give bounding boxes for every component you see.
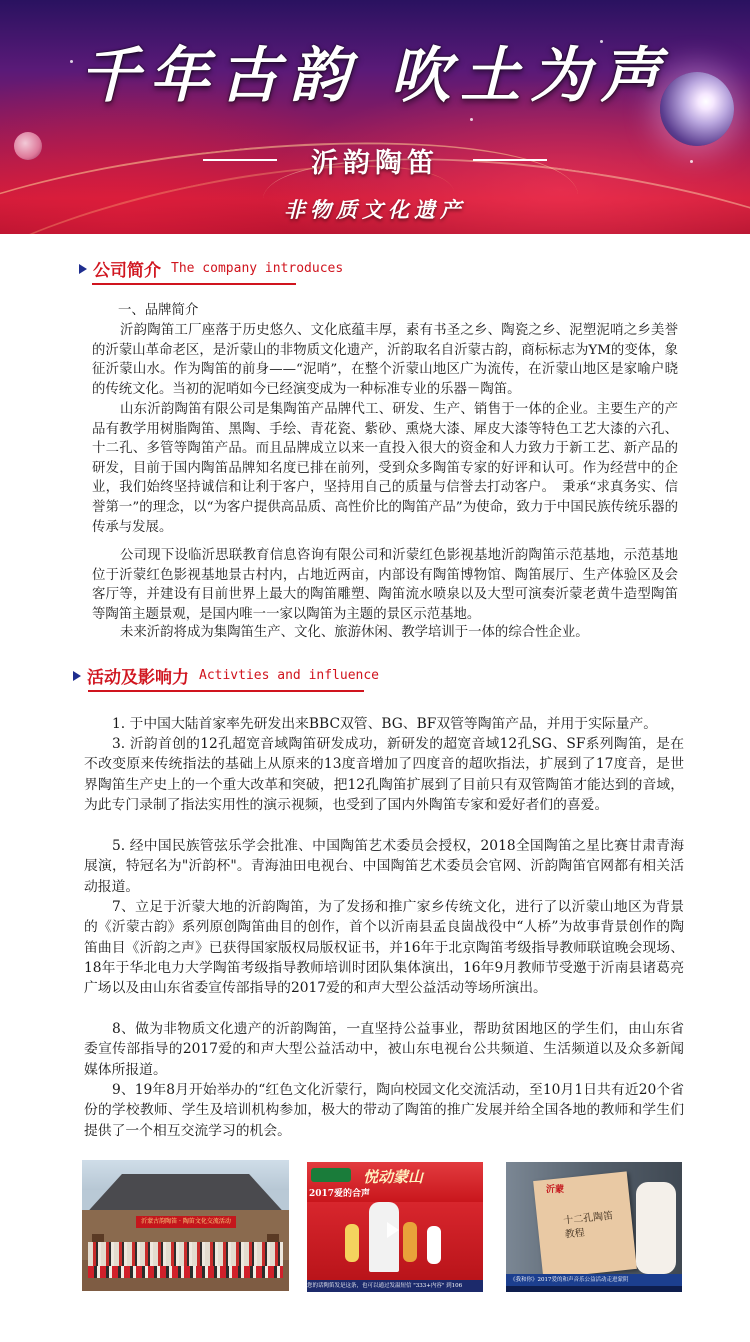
section-title-en: The company introduces bbox=[171, 261, 344, 276]
paragraph: 3. 沂韵首创的12孔超宽音域陶笛研发成功，新研发的超宽音域12孔SG、SF系列陶笛，是在不改变原来传统指法的基础上从原来的13度音增加了四度音的超吹指法，扩展到了17度音，是世界陶笛生产史上的一个重大改革和突破，把12孔陶笛扩展到了目前只有双管陶笛才能达到的音域，为此专门录制了指法实用性的演示视频，也受到了国内外陶笛专家和爱好者们的喜爱。 bbox=[84, 736, 684, 813]
section-title-cn: 公司简介 bbox=[93, 261, 161, 281]
backdrop-subtitle: 2017爱的合声 bbox=[309, 1189, 371, 1199]
triangle-bullet-icon bbox=[79, 264, 87, 274]
paragraph: 1. 于中国大陆首家率先研发出来BBC双管、BG、BF双管等陶笛产品，并用于实际量产。 bbox=[112, 716, 658, 732]
divider-line bbox=[473, 159, 547, 161]
photo-tv-broadcast bbox=[307, 1162, 483, 1292]
banner-tagline: 非物质文化遗产 bbox=[284, 197, 466, 222]
photo-tutorial-book bbox=[506, 1162, 682, 1292]
book-title: 十二孔陶笛 教程 bbox=[562, 1210, 614, 1241]
paragraph: 5. 经中国民族管弦乐学会批准、中国陶笛艺术委员会授权，2018全国陶笛之星比赛甘肃青海展演，特冠名为"沂韵杯"。青海油田电视台、中国陶笛艺术委员会官网、沂韵陶笛官网都有相关活动报道。 bbox=[84, 838, 684, 895]
star-icon bbox=[470, 118, 473, 121]
performers-group bbox=[88, 1242, 283, 1266]
book-logo: 沂蒙 bbox=[546, 1185, 565, 1195]
triangle-bullet-icon bbox=[73, 671, 81, 681]
paragraph: 公司现下设临沂思联教育信息咨询有限公司和沂蒙红色影视基地沂韵陶笛示范基地，示范基地位于沂蒙红色影视基地景古村内，占地近两亩，内部设有陶笛博物馆、陶笛展厅、生产体验区及会客厅等，并建设有目前世界上最大的陶笛雕塑、陶笛流水喷泉以及大型可演奏沂蒙老黄牛造型陶笛等陶笛主题景观，是国内唯一一家以陶笛为主题的景区示范基地。 bbox=[92, 548, 678, 622]
brand-heading: 一、品牌简介 bbox=[118, 303, 199, 318]
caption-bar bbox=[506, 1286, 682, 1292]
photo-stage-performance bbox=[82, 1160, 289, 1291]
tv-logo-icon bbox=[311, 1168, 351, 1182]
paragraph: 7、立足于沂蒙大地的沂韵陶笛，为了发扬和推广家乡传统文化，进行了以沂蒙山地区为背景的《沂蒙古韵》系列原创陶笛曲目的创作，首个以沂南县孟良崮战役中“人桥”为故事背景创作的陶笛曲目《沂韵之声》已获得国家版权局版权证书，并16年于北京陶笛考级指导教师联谊晚会现场、18年于华北电力大学陶笛考级指导教师培训时团队集体演出，16年9月教师节受邀于沂南县诸葛亮广场以及由山东省委宣传部指导的2017爱的和声大型公益活动等场所演出。 bbox=[84, 899, 684, 997]
section-underline bbox=[92, 283, 296, 285]
banner-subtitle-row bbox=[0, 140, 750, 180]
banner-subtitle: 沂韵陶笛 bbox=[311, 147, 439, 179]
paragraph: 山东沂韵陶笛有限公司是集陶笛产品牌代工、研发、生产、销售于一体的企业。主要生产的产品有教学用树脂陶笛、黑陶、手绘、青花瓷、紫砂、熏烧大漆、犀皮大漆等特色工艺大漆的六孔、十二孔、多管等陶笛产品。而且品牌成立以来一直投入很大的资金和人力致力于新工艺、新产品的研发，目前于国内陶笛品牌知名度已排在前列，受到众多陶笛专家的好评和认可。作为经营中的企业，我们始终坚持诚信和让利于客户，坚持用自己的质量与信誉去打动客户。 秉承“求真务实、信誉第一”的理念，以“为客户提供高品质、高性价比的陶笛产品”为使命，致力于中国民族传统乐器的传承与发展。 bbox=[92, 402, 678, 535]
section-header-activities bbox=[73, 663, 379, 688]
person-figure bbox=[636, 1182, 676, 1274]
banner-title: 千年古韵 吹土为声 bbox=[79, 41, 671, 111]
section-header-company bbox=[79, 256, 343, 281]
divider-line bbox=[203, 159, 277, 161]
news-caption: 《我和你》2017爱的和声音乐公益活动走进蒙阴 bbox=[506, 1274, 682, 1286]
child-figure bbox=[427, 1226, 441, 1264]
child-figure bbox=[345, 1224, 359, 1262]
section-title-cn: 活动及影响力 bbox=[87, 668, 189, 688]
paragraph: 9、19年8月开始举办的“红色文化沂蒙行，陶向校园文化交流活动，至10月1日共有近20个省份的学校教师、学生及培训机构参加，极大的带动了陶笛的推广发展并给全国各地的教师和学生们提供了一个相互交流学习的机会。 bbox=[84, 1082, 684, 1139]
paragraph: 沂韵陶笛工厂座落于历史悠久、文化底蕴丰厚，素有书圣之乡、陶瓷之乡、泥塑泥哨之乡美誉的沂蒙山革命老区，是沂蒙山的非物质文化遗产，沂韵取名自沂蒙古韵，商标标志为YM的变体，象征沂蒙山水。作为陶笛的前身——“泥哨”，在整个沂蒙山地区广为流传，在沂蒙山地区是家喻户晓的传统文化。当初的泥哨如今已经演变成为一种标准专业的乐器－陶笛。 bbox=[92, 323, 678, 397]
performers-row bbox=[88, 1266, 283, 1278]
header-banner bbox=[0, 0, 750, 234]
paragraph: 8、做为非物质文化遗产的沂韵陶笛，一直坚持公益事业，帮助贫困地区的学生们，由山东省委宣传部指导的2017爱的和声大型公益活动中，被山东电视台公共频道、生活频道以及众多新闻媒体所报道。 bbox=[84, 1021, 684, 1078]
play-icon[interactable] bbox=[387, 1222, 399, 1238]
paragraph: 未来沂韵将成为集陶笛生产、文化、旅游休闲、教学培训于一体的综合性企业。 bbox=[120, 625, 589, 640]
section-title-en: Activties and influence bbox=[199, 668, 380, 683]
backdrop-title: 悦动蒙山 bbox=[363, 1168, 424, 1186]
section-underline bbox=[88, 690, 364, 692]
child-figure bbox=[403, 1222, 417, 1262]
event-banner: 沂蒙古韵陶笛 · 陶笛文化交流活动 bbox=[136, 1216, 236, 1228]
news-ticker: 您的话陶笛发是这条，也可以通过发温短信 "333+内容" 到106 bbox=[307, 1280, 483, 1292]
